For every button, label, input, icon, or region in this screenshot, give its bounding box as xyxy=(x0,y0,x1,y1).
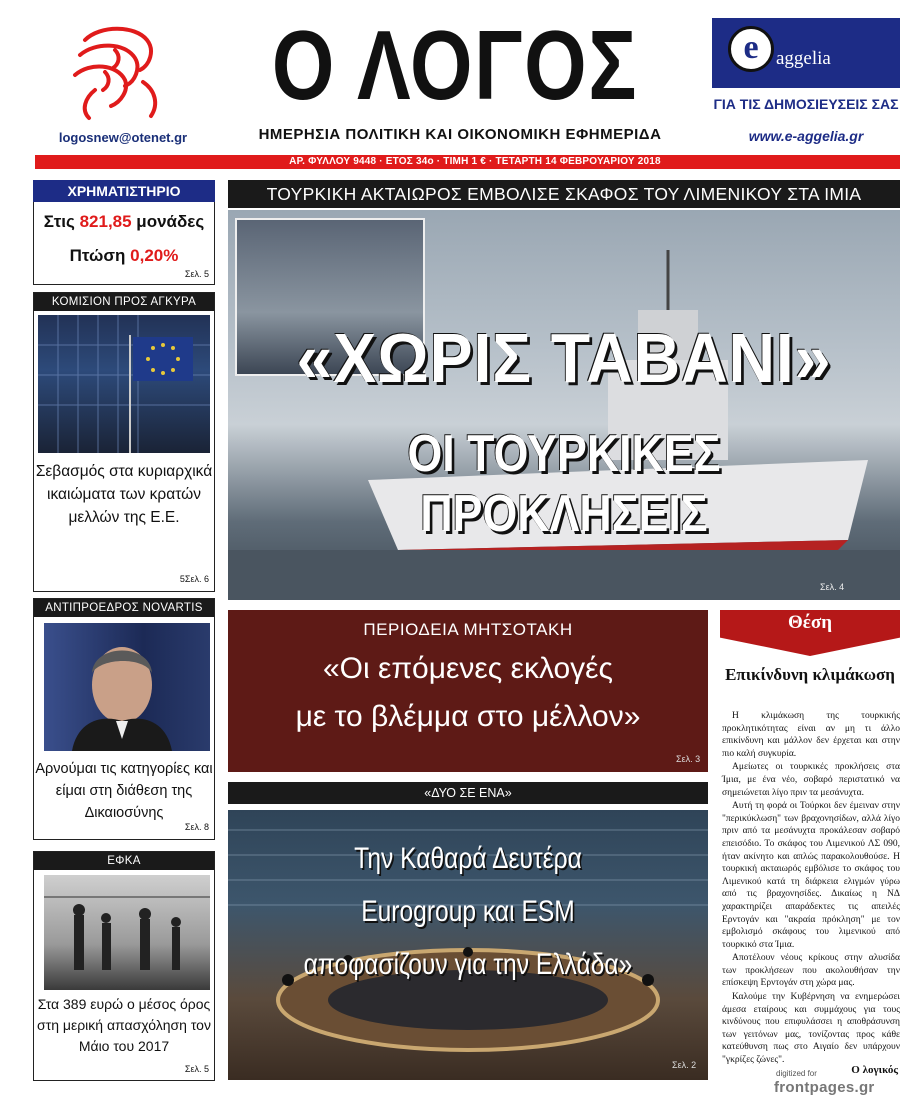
contact-email[interactable]: logosnew@otenet.gr xyxy=(58,130,188,145)
novartis-headline: Αρνούμαι τις κατηγορίες και είμαι στη διάθεση της Δικαιοσύνης xyxy=(35,761,213,821)
eurogroup-page-ref: Σελ. 2 xyxy=(672,1060,697,1070)
market-change-value: 0,20% xyxy=(130,246,179,265)
eaggelia-brand: aggelia xyxy=(776,48,831,69)
commission-headline: Σεβασμός στα κυριαρχικά ικαιώματα των κρατών μελλών της Ε.Ε. xyxy=(35,463,213,526)
editorial-paragraph: Αποτέλουν νέους κρίκους στην αλυσίδα των προκλήσεων που ακολουθήσαν την επίσκεψη Ερντογάν στη χώρα μας. xyxy=(722,953,900,989)
portrait-photo xyxy=(44,623,210,751)
silhouettes-photo xyxy=(44,875,210,990)
market-change xyxy=(33,246,215,266)
efka-page-ref: Σελ. 5 xyxy=(184,1064,209,1074)
ad-url-link[interactable]: www.e-aggelia.gr xyxy=(748,128,864,144)
lead-subheadline: ΟΙ ΤΟΥΡΚΙΚΕΣ ΠΡΟΚΛΗΣΕΙΣ xyxy=(407,425,721,543)
market-change-pre: Πτώση xyxy=(69,246,131,265)
digitized-note: digitized for xyxy=(776,1069,817,1078)
eurogroup-headline-line2: Eurogroup και ESM xyxy=(361,895,575,928)
eurogroup-headline-line1: Την Καθαρά Δευτέρα xyxy=(354,842,582,875)
market-index-value: 821,85 xyxy=(79,212,132,231)
lead-page-ref: Σελ. 4 xyxy=(820,582,845,592)
efka-heading: ΕΦΚΑ xyxy=(34,852,214,870)
market-index-pre: Στις xyxy=(43,212,80,231)
eurogroup-kicker: «ΔΥΟ ΣΕ ΕΝΑ» xyxy=(228,782,708,804)
editorial-signature: Ο λογικός xyxy=(851,1064,898,1076)
lead-headline: «ΧΩΡΙΣ ΤΑΒΑΝΙ» xyxy=(296,319,832,397)
editorial-body xyxy=(722,710,900,1068)
commission-page-ref: 5Σελ. 6 xyxy=(179,574,209,584)
editorial-paragraph: Η κλιμάκωση της τουρκικής προκλητικότητας είναι αν μη τι άλλο επικίνδυνη και μάλλον δεν έρχεται και στην πιο καλή συγκυρία. xyxy=(722,711,900,759)
frontpages-watermark[interactable]: frontpages.gr xyxy=(774,1079,875,1096)
eurogroup-headline-line3: αποφασίζουν για την Ελλάδα» xyxy=(303,948,633,981)
tour-headline-line1: «Οι επόμενες εκλογές xyxy=(322,652,614,685)
efka-headline: Στα 389 ευρώ ο μέσος όρος στη μερική απασχόληση τον Μάιο του 2017 xyxy=(37,996,211,1054)
market-heading: ΧΡΗΜΑΤΙΣΤΗΡΙΟ xyxy=(33,180,215,202)
newspaper-title: Ο ΛΟΓΟΣ xyxy=(271,10,639,120)
editorial-title: Επικίνδυνη κλιμάκωση xyxy=(725,665,895,684)
issue-info: ΑΡ. ΦΥΛΛΟΥ 9448 · ΕΤΟΣ 34ο · ΤΙΜΗ 1 € · ΤΕΤΑΡΤΗ 14 ΦΕΒΡΟΥΑΡΙΟΥ 2018 xyxy=(289,156,661,167)
tour-kicker: ΠΕΡΙΟΔΕΙΑ ΜΗΤΣΟΤΑΚΗ xyxy=(363,620,573,639)
market-page-ref: Σελ. 5 xyxy=(184,269,209,279)
tour-page-ref: Σελ. 3 xyxy=(676,754,701,764)
tour-headline-line2: με το βλέμμα στο μέλλον» xyxy=(295,700,641,733)
lead-kicker: ΤΟΥΡΚΙΚΗ ΑΚΤΑΙΩΡΟΣ ΕΜΒΟΛΙΣΕ ΣΚΑΦΟΣ ΤΟΥ ΛΙΜΕΝΙΚΟΥ ΣΤΑ ΙΜΙΑ xyxy=(228,180,900,208)
editorial-paragraph: Καλούμε την Κυβέρνηση να ενημερώσει άμεσα εταίρους και συμμάχους για τους κινδύνους που επιφυλάσσει η αποθράσυνση των γειτόνων μας, τονίζοντας προς κάθε κατεύθυνση πως στο Αιγαίο δεν υπάρχουν "γκρίζες ζώνες". xyxy=(722,992,900,1066)
editorial-label: Θέση xyxy=(787,612,833,633)
market-index-post: μονάδες xyxy=(131,212,205,231)
novartis-page-ref: Σελ. 8 xyxy=(184,822,209,832)
newspaper-subtitle: ΗΜΕΡΗΣΙΑ ΠΟΛΙΤΙΚΗ ΚΑΙ ΟΙΚΟΝΟΜΙΚΗ ΕΦΗΜΕΡΙΔΑ xyxy=(258,126,662,143)
editorial-paragraph: Αυτή τη φορά οι Τούρκοι δεν έμειναν στην "περικύκλωση" των βραχονησίδων, αλλά λίγο πριν από τα μεσάνυχτα προκάλεσαν σοβαρό επεισόδιο. Το σκάφος του Λιμενικού ΛΣ 090, ήταν ακίνητο και απλώς παρακολουθούσε. Η τουρκική ακταιωρός εμβόλισε το σκάφος του Λιμενικού κατά τη διάρκεια ελιγμών γύρω από τις βραχονησίδες. Δικαίως η ΝΔ χαρακτηρίζει απαράδεκτες τις απειλές Ερντογάν και "ακραία πρόκληση" με τον εμβολισμό σκάφους του λιμενικού από τουρκικό στα Ίμια. xyxy=(722,801,900,950)
novartis-heading: ΑΝΤΙΠΡΟΕΔΡΟΣ NOVARTIS xyxy=(34,599,214,617)
market-index xyxy=(33,212,215,232)
eaggelia-logo-icon: e xyxy=(728,26,774,72)
commission-heading: ΚΟΜΙΣΙΟΝ ΠΡΟΣ ΑΓΚΥΡΑ xyxy=(34,293,214,311)
editorial-paragraph: Αμείωτες οι τουρκικές προκλήσεις στα Ίμια, με ένα νέο, σοβαρό περιστατικό να σημειώνεται λίγο πριν τα μεσάνυχτα. xyxy=(722,762,900,798)
faces-logo-icon xyxy=(55,20,170,125)
eu-flags-photo xyxy=(38,315,210,453)
ad-tagline: ΓΙΑ ΤΙΣ ΔΗΜΟΣΙΕΥΣΕΙΣ ΣΑΣ xyxy=(713,96,899,112)
